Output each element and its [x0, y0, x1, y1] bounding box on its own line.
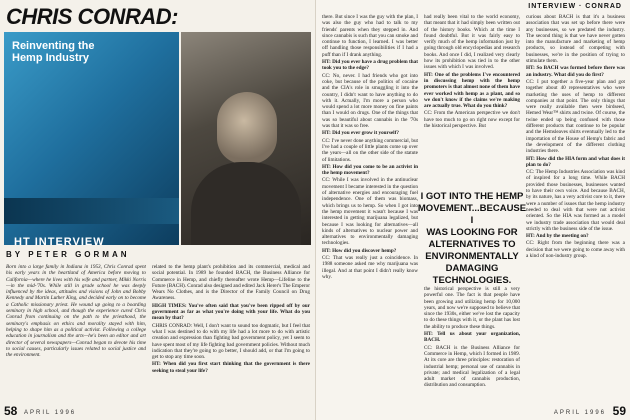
- paragraph: CC: I put together a five-year plan and got together about 40 representatives who were marketing the uses of hemp to different companies at that point. The only things that were really available then were birdseed, Hemed Wear™ shirts and twine. Of course, the twine ended up being confused with those different products that continue to be popular and the Hemsleaves shirts eventually led to the importation of the House of Hemp's fabric and the development of the different clothing industries there.: [526, 78, 625, 155]
- hero-band: [4, 198, 179, 224]
- paragraph: related to the hemp plant's prohibition and its commercial, medical and social potential. In 1989 he founded BACH, the Business Alliance for Commerce in Hemp, and chiefly thereafter wrote Hemp—Lifeline to the Future (BACH). Conrad also designed and edited Jack Herer's The Emperor Wears No Clothes, and is the Director of the Family Council on Drug Awareness.: [152, 264, 310, 302]
- hero-subtitle-line-2: Hemp Industry: [12, 52, 90, 64]
- pull-quote-line: DAMAGING TECHNOLOGIES.: [432, 263, 512, 286]
- paragraph: there. But since I was the guy with the plan, I was also the guy who had to talk to my friends' parents when they stepped in. And since cannabis is such that you can smoke and continue to function, I learned. I was better off handling those responsibilities if I had a puff than if I drank anything.: [322, 14, 418, 58]
- question: HT: When did you first start thinking that the government is there seeking to steal your life?: [152, 361, 310, 374]
- page-number-left: 58: [4, 404, 18, 418]
- pull-quote-line: WAS LOOKING FOR: [426, 227, 518, 238]
- article-column-2: [322, 14, 418, 402]
- article-column-3-top: [424, 14, 520, 192]
- question: HT: How did you discover hemp?: [322, 247, 397, 254]
- footer-left: APRIL 1996: [24, 410, 77, 416]
- footer-right: APRIL 1996: [553, 410, 606, 416]
- pull-quote: [417, 191, 527, 286]
- paragraph: CC: While I was involved in the antinuclear movement I became interested in the question of alternative energies and encouraging fuel independence. One of them was biomass, which brings us to hemp. So when I got into the hemp movement it wasn't because I was interested in getting marijuana legalized, but because I was looking for alternatives—all kinds of alternatives to nuclear power and alternatives to environmentally damaging technologies.: [322, 177, 418, 247]
- paragraph: the historical perspective is still a very powerful one. The fact is that people have been growing and utilizing hemp for 10,000 years, and now we're supposed to believe that since the 1930s, either we've lost the capacity to do these things with it, or the plant has lost the ability to produce these things.: [424, 286, 520, 330]
- pull-quote-line: ENVIRONMENTALLY: [425, 251, 519, 262]
- byline: BY PETER GORMAN: [6, 250, 130, 259]
- paragraph: CC: Right from the beginning there was a decision that we were going to come away with a kind of non-industry group.: [526, 240, 625, 259]
- headline: CHRIS CONRAD:: [6, 4, 178, 29]
- paragraph: CC: No, never. I had friends who got into coke, but because of the politics of cocaine and the CIA's role in smuggling it into the country, I didn't want to have anything to do with it. Actually, I'm more a person who would spend a lot more money on fine paints than I would on drugs. One of the things that was so beautiful about cannabis in the '70s was that it was so free.: [322, 72, 418, 130]
- intro-paragraph: Born into a large family in Indiana in 1953, Chris Conrad spent his early years in the heartland of America before moving to California—where he lives with his wife and partner, Mikki Norris—in the mid-'70s. While still in grade school he was deeply influenced by the ideas, attitudes and visions of John and Bobby Kennedy and Martin Luther King, and decided early on to become a Catholic missionary priest. He wound up going to a boarding seminary in high school, and though the experience cured Chris Conrad from continuing on the path to the priesthood, the seminary's emphasis on ethics and morality stayed with him, helping to shape him as a political activist. Following a college education in journalism and the arts—he's been an editor and art director of several newspapers—Conrad began to devote his time to social causes, particularly issues related to social justice and the environment.: [6, 264, 146, 359]
- paragraph: CC: The Hemp Industries Association was kind of inspired for a long time. While BACH provided those businesses, businesses wanted to have their own voice. And because BACH, by its nature, has a very activist core to it, there were a number of issues that the hemp industry needed to deal with that were not activist oriented. So the HIA was formed as a model we industry trade association that would deal strictly with the business side of the issue.: [526, 169, 625, 232]
- portrait-face: [217, 92, 277, 164]
- article-column-1: [152, 264, 310, 404]
- right-page: [315, 0, 630, 420]
- paragraph: CC: From the American perspective we don't have too much to go on right now except for the historical perspective. But: [424, 110, 520, 130]
- pull-quote-line: ALTERNATIVES TO: [428, 239, 516, 250]
- interview-tag: HT INTERVIEW: [14, 236, 105, 245]
- paragraph: CC: BACH is the Business Alliance for Commerce in Hemp, which I formed in 1989. At its core are three principles: restoration of industrial hemp; personal use of cannabis in private; and medical legalization of a legal adult market of cannabis production, distribution and consumption.: [424, 344, 520, 389]
- portrait-shoulders: [191, 162, 301, 245]
- question: HT: How did the HIA form and what does it plan to do?: [526, 155, 625, 168]
- question: HT: Did you ever have a drug problem that took you to the edge?: [322, 59, 418, 72]
- paragraph: CC: I've never done anything commercial, but I've had a couple of little plants come up over the years—all on the other side of the statute of limitations.: [322, 137, 418, 163]
- pull-quote-line: MOVEMENT...BECAUSE I: [417, 203, 527, 226]
- intro-column: [6, 264, 146, 404]
- section-label: INTERVIEW · CONRAD: [528, 3, 622, 10]
- paragraph: CHRIS CONRAD: Well, I don't want to sound too dogmatic, but I feel that what I was destined to do with my life had a lot more to do with artistic creation and expression than fighting bad government policy, yet I seem to have spent most of my life fighting bad government policies. Without much indication that they're going to go better, I should add, or that I'm going to get to stop any time soon.: [152, 322, 310, 361]
- question: HT: How did you come to be an activist in the hemp movement?: [322, 163, 418, 177]
- question: HT: Tell us about your organization, BACH.: [424, 331, 520, 344]
- question: HT: Did you ever grow it yourself?: [322, 130, 399, 137]
- question: HIGH TIMES: You've often said that you've been ripped off by our government as far as what you're doing with your life. What do you mean by that?: [152, 302, 310, 322]
- page-number-right: 59: [612, 404, 626, 418]
- pull-quote-line: I GOT INTO THE HEMP: [420, 191, 524, 202]
- hero-title-panel: [4, 32, 179, 245]
- article-column-4: [526, 14, 625, 402]
- paragraph: CC: That was really just a coincidence. In 1988 someone asked me why marijuana was illegal. And at that point I didn't really know why.: [322, 254, 418, 280]
- article-column-3-bottom: [424, 286, 520, 402]
- question: HT: So BACH was formed before there was an industry. What did you do first?: [526, 65, 625, 78]
- question: HT: One of the problems I've encountered in discussing hemp with the hemp promoters is that almost none of them have ever worked with hemp as a plant, and so we don't know if the claims we're making are actually true. What do you think?: [424, 71, 520, 110]
- portrait-photo: [181, 32, 311, 245]
- paragraph: had really been vital to the world economy, that meant that it had simply been written out of the history books. Which at the time I found doubtful. But it was fairly easy to verify much of the hemp information just by going through old encyclopedias and research books. And once I did, I realized very clearly how its prohibition was tied in to the other issues with which I was involved.: [424, 14, 520, 71]
- paragraph: curious about BACH is that it's a business association that was set up before there were any businesses, so we predated the industry. The second thing is that we have never gotten into the manufacture and marketing of hemp products, so instead of competing with businesses, we're in the position of trying to stimulate them.: [526, 14, 625, 65]
- hero-subtitle: [12, 40, 95, 64]
- question: HT: And by the meeting on?: [526, 233, 589, 240]
- hero-subtitle-line-1: Reinventing the: [12, 40, 95, 52]
